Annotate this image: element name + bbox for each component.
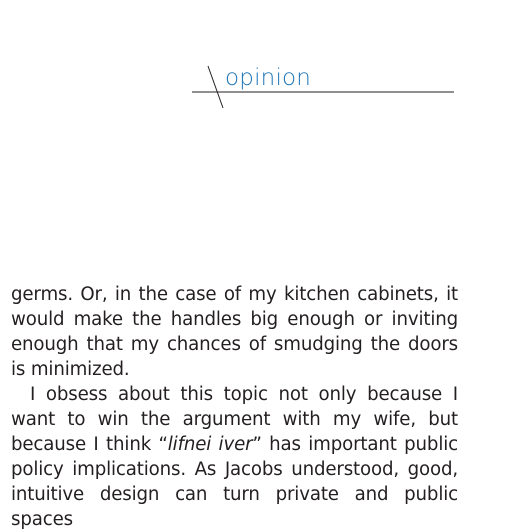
lifnei-iver-term: lifnei iver	[167, 434, 253, 455]
section-label: opinion	[225, 65, 312, 91]
section-header	[190, 62, 458, 114]
article-paragraph-1: germs. Or, in the case of my kitchen cabinets, it would make the handles big enough or inviting enough that my chances of smudging the doors is minimized.	[11, 284, 458, 380]
paragraph-2-text-start: I obsess about this topic not only because I want to win the argument with my wife, but because I think “	[11, 384, 458, 455]
diagonal-slash	[208, 66, 223, 108]
article-paragraph-2	[11, 382, 458, 532]
paragraph-2-text-end: ” has important public policy implications. As Jacobs understood, good, intuitive design can turn private and public spaces	[11, 434, 458, 530]
article-body	[11, 282, 458, 532]
